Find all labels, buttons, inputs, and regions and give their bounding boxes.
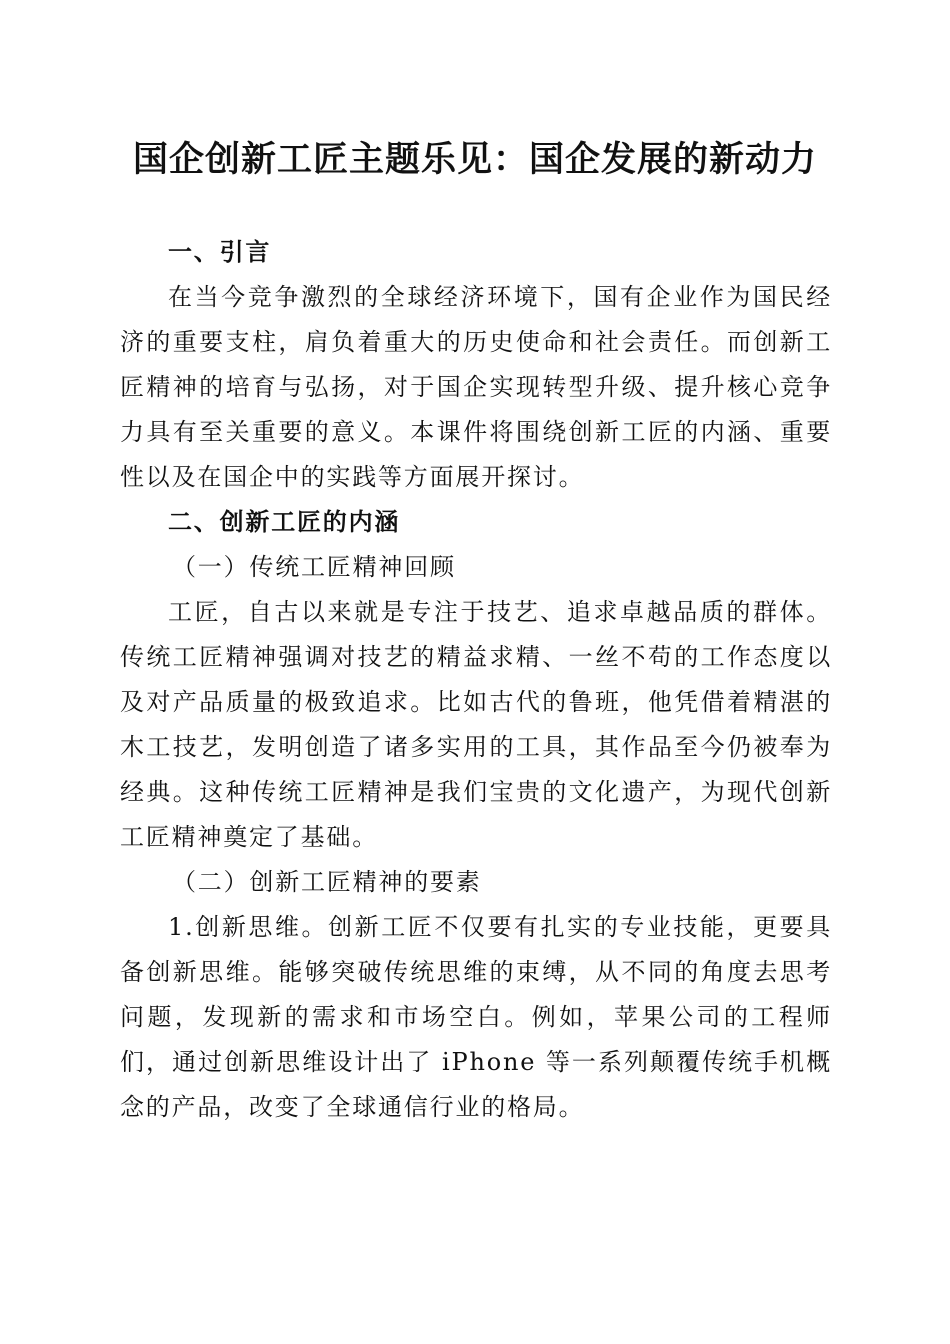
paragraph-intro: 在当今竞争激烈的全球经济环境下，国有企业作为国民经济的重要支柱，肩负着重大的历史使命和社会责任。而创新工匠精神的培育与弘扬，对于国企实现转型升级、提升核心竞争力具有至关重要的意义。本课件将围绕创新工匠的内涵、重要性以及在国企中的实践等方面展开探讨。 xyxy=(120,283,832,491)
paragraph-traditional: 工匠，自古以来就是专注于技艺、追求卓越品质的群体。传统工匠精神强调对技艺的精益求精、一丝不苟的工作态度以及对产品质量的极致追求。比如古代的鲁班，他凭借着精湛的木工技艺，发明创造了诸多实用的工具，其作品至今仍被奉为经典。这种传统工匠精神是我们宝贵的文化遗产，为现代创新工匠精神奠定了基础。 xyxy=(120,598,832,851)
document-title: 国企创新工匠主题乐见：国企发展的新动力 xyxy=(132,139,817,180)
document-body xyxy=(120,230,832,1130)
section-heading-intro: 一、引言 xyxy=(168,238,272,266)
paragraph-innovative-thinking: 1.创新思维。创新工匠不仅要有扎实的专业技能，更要具备创新思维。能够突破传统思维的束缚，从不同的角度去思考问题，发现新的需求和市场空白。例如，苹果公司的工程师们，通过创新思维设计出了 iPhone 等一系列颠覆传统手机概念的产品，改变了全球通信行业的格局。 xyxy=(120,913,832,1121)
section-heading-connotation: 二、创新工匠的内涵 xyxy=(168,508,401,536)
subsection-heading-elements: （二）创新工匠精神的要素 xyxy=(172,868,482,896)
subsection-heading-traditional: （一）传统工匠精神回顾 xyxy=(172,553,456,581)
